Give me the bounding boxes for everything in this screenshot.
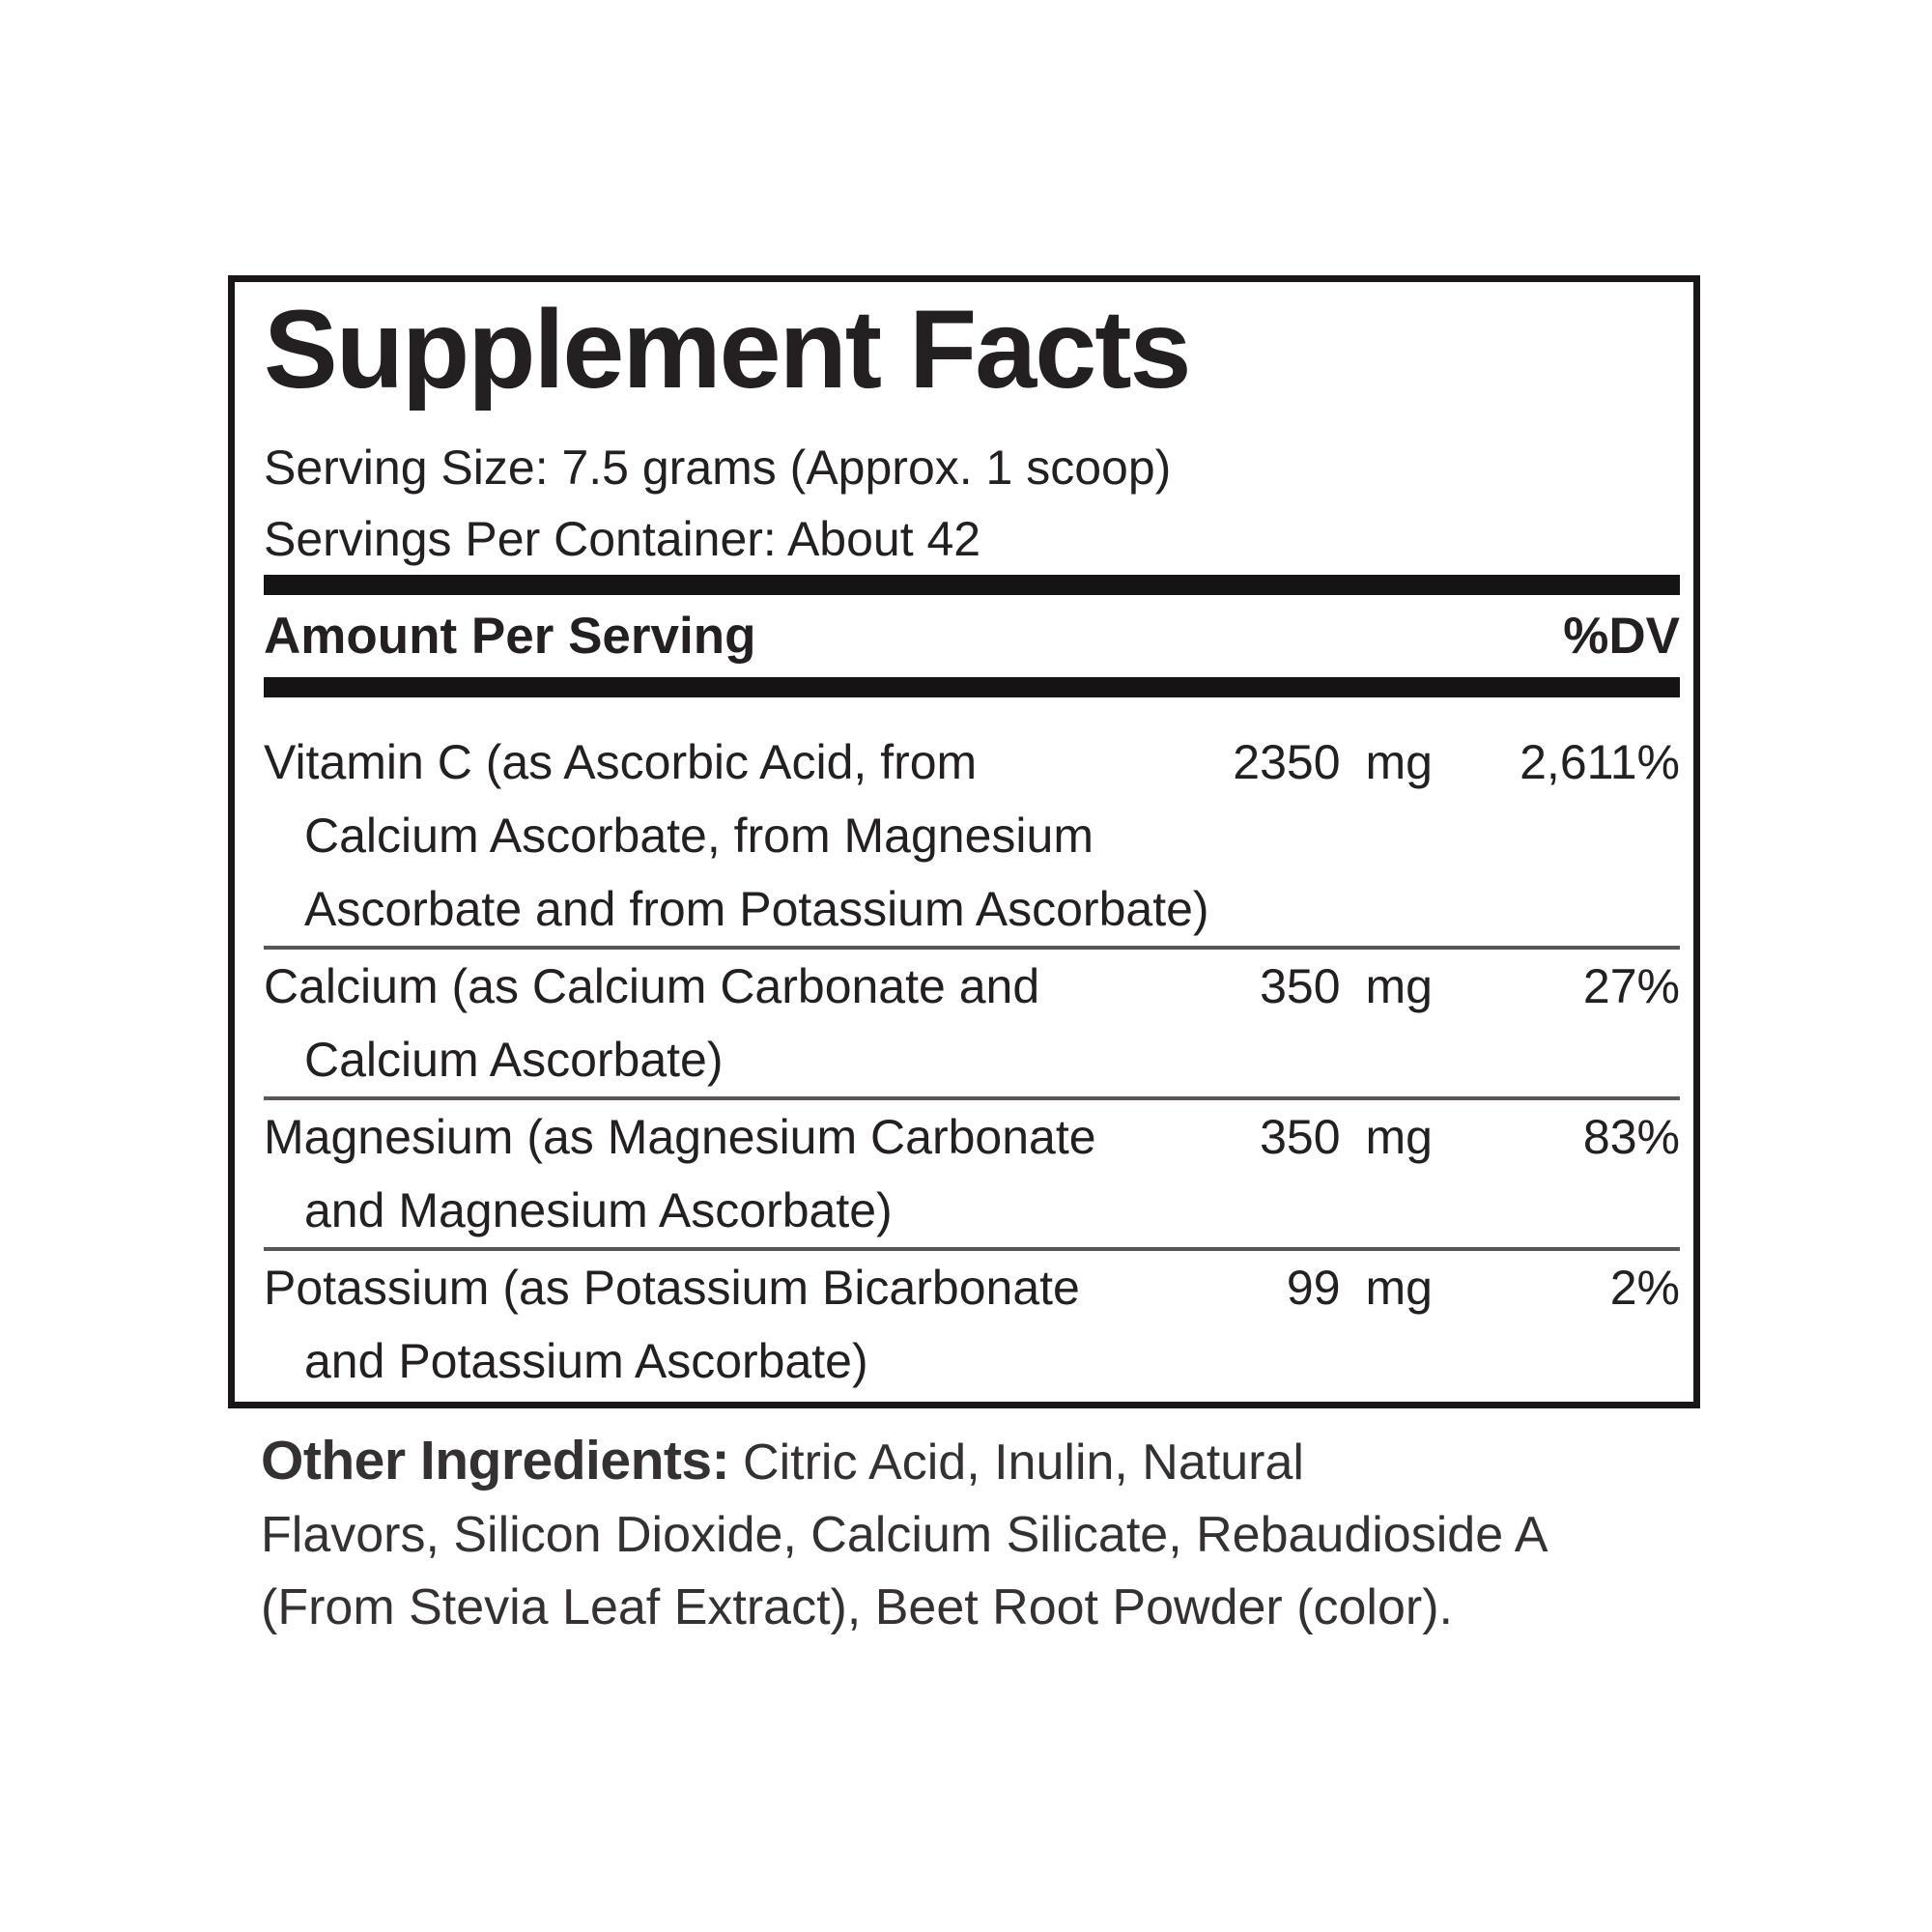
amount-value: 2350 — [1233, 735, 1341, 790]
nutrient-dv: 2% — [1609, 1261, 1680, 1316]
nutrient-line — [264, 950, 1680, 1023]
nutrient-line — [264, 1251, 1680, 1324]
nutrient-rows — [264, 725, 1680, 1398]
nutrient-name: Vitamin C (as Ascorbic Acid, from — [264, 735, 978, 790]
nutrient-amount — [1162, 950, 1433, 1023]
thick-bar-top — [264, 575, 1680, 595]
other-ingredients-label: Other Ingredients: — [261, 1430, 730, 1492]
amount-value: 350 — [1260, 959, 1341, 1014]
nutrient-dv: 83% — [1582, 1110, 1680, 1165]
nutrient-amount — [1162, 1251, 1433, 1324]
supplement-facts-panel — [228, 275, 1700, 1408]
other-ingredients-line: (From Stevia Leaf Extract), Beet Root Powder (color). — [261, 1579, 1453, 1635]
nutrient-name-continued: and Potassium Ascorbate) — [304, 1334, 868, 1389]
nutrient-line — [264, 1100, 1680, 1174]
nutrient-row-magnesium — [264, 1100, 1680, 1247]
nutrient-amount — [1162, 1100, 1433, 1174]
servings-per-container: Servings Per Container: About 42 — [264, 512, 981, 567]
nutrient-name-continued: and Magnesium Ascorbate) — [304, 1183, 893, 1238]
nutrient-name: Magnesium (as Magnesium Carbonate — [264, 1110, 1096, 1165]
nutrient-name-continued: Calcium Ascorbate) — [304, 1033, 724, 1088]
column-header-row — [264, 595, 1680, 677]
panel-title: Supplement Facts — [264, 288, 1190, 412]
nutrient-name: Calcium (as Calcium Carbonate and — [264, 959, 1040, 1014]
other-ingredients-text: Citric Acid, Inulin, Natural — [743, 1435, 1304, 1491]
amount-unit: mg — [1365, 1110, 1433, 1165]
nutrient-dv: 27% — [1582, 959, 1680, 1014]
nutrient-row-potassium — [264, 1251, 1680, 1398]
nutrient-name-continued: Ascorbate and from Potassium Ascorbate) — [304, 882, 1209, 937]
nutrient-row-vitamin-c — [264, 725, 1680, 946]
amount-unit: mg — [1365, 959, 1433, 1014]
other-ingredients — [261, 1425, 1710, 1644]
other-ingredients-line — [261, 1425, 1710, 1499]
nutrient-line — [264, 725, 1680, 799]
nutrient-row-calcium — [264, 950, 1680, 1096]
thick-bar-bottom — [264, 677, 1680, 697]
amount-value: 99 — [1286, 1261, 1341, 1316]
nutrient-amount — [1162, 725, 1433, 799]
amount-per-serving-header: Amount Per Serving — [264, 608, 756, 666]
percent-dv-header: %DV — [1563, 608, 1680, 666]
serving-size: Serving Size: 7.5 grams (Approx. 1 scoop) — [264, 440, 1172, 496]
nutrient-name-continued: Calcium Ascorbate, from Magnesium — [304, 809, 1094, 864]
other-ingredients-line: Flavors, Silicon Dioxide, Calcium Silicate, Rebaudioside A — [261, 1507, 1548, 1563]
nutrient-name: Potassium (as Potassium Bicarbonate — [264, 1261, 1080, 1316]
amount-value: 350 — [1260, 1110, 1341, 1165]
nutrient-dv: 2,611% — [1520, 735, 1680, 790]
amount-unit: mg — [1365, 1261, 1433, 1316]
amount-unit: mg — [1365, 735, 1433, 790]
